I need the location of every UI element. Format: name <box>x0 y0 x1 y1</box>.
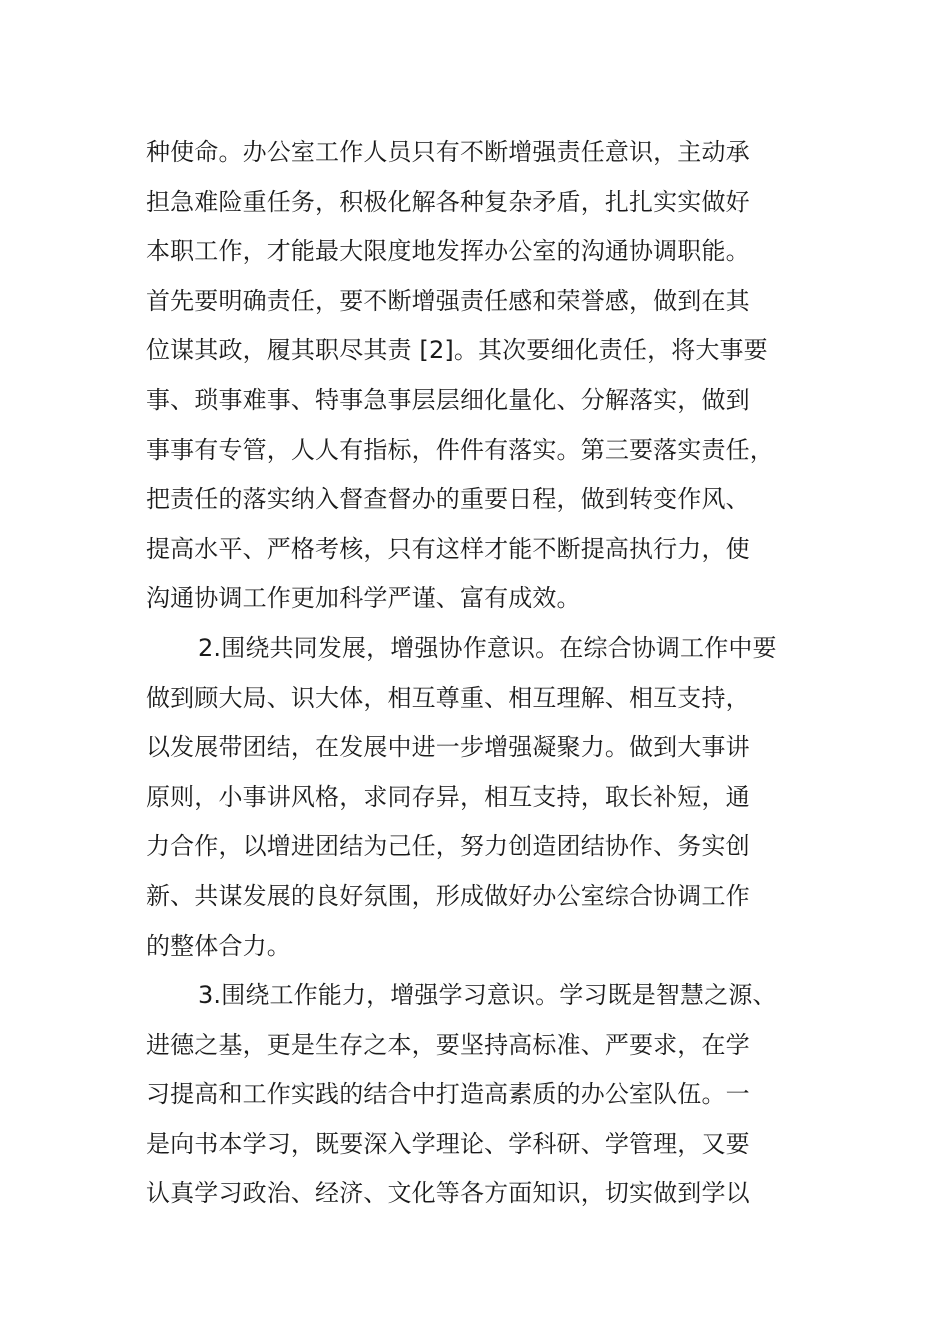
text-line: 沟通协调工作更加科学严谨、富有成效。 <box>146 584 581 613</box>
text-line: 把责任的落实纳入督查督办的重要日程，做到转变作风、 <box>146 485 750 514</box>
text-line: 担急难险重任务，积极化解各种复杂矛盾，扎扎实实做好 <box>146 187 750 216</box>
text-line: 事事有专管，人人有指标，件件有落实。第三要落实责任， <box>146 435 774 464</box>
text-line: 位谋其政，履其职尽其责 [2]。其次要细化责任，将大事要 <box>146 336 768 365</box>
text-line: 种使命。办公室工作人员只有不断增强责任意识，主动承 <box>146 138 750 166</box>
text-line: 力合作，以增进团结为己任，努力创造团结协作、务实创 <box>146 832 750 861</box>
text-line: 习提高和工作实践的结合中打造高素质的办公室队伍。一 <box>146 1080 750 1109</box>
text-line: 首先要明确责任，要不断增强责任感和荣誉感，做到在其 <box>146 286 750 315</box>
text-line: 提高水平、严格考核，只有这样才能不断提高执行力，使 <box>146 534 750 563</box>
text-line: 原则，小事讲风格，求同存异，相互支持，取长补短，通 <box>146 782 750 811</box>
text-line: 做到顾大局、识大体，相互尊重、相互理解、相互支持， <box>146 683 750 712</box>
text-line: 进德之基，更是生存之本，要坚持高标准、严要求，在学 <box>146 1030 750 1059</box>
text-line: 认真学习政治、经济、文化等各方面知识，切实做到学以 <box>146 1179 750 1208</box>
text-line: 本职工作，才能最大限度地发挥办公室的沟通协调职能。 <box>146 237 750 266</box>
text-line: 是向书本学习，既要深入学理论、学科研、学管理，又要 <box>146 1129 750 1158</box>
text-line: 事、琐事难事、特事急事层层细化量化、分解落实，做到 <box>146 385 750 414</box>
paragraph-start-line: 3.围绕工作能力，增强学习意识。学习既是智慧之源、 <box>198 981 777 1010</box>
text-line: 新、共谋发展的良好氛围，形成做好办公室综合协调工作 <box>146 881 750 910</box>
text-line: 以发展带团结，在发展中进一步增强凝聚力。做到大事讲 <box>146 733 750 762</box>
body-text <box>146 128 816 1219</box>
paragraph-start-line: 2.围绕共同发展，增强协作意识。在综合协调工作中要 <box>198 633 777 662</box>
text-line: 的整体合力。 <box>146 931 291 960</box>
